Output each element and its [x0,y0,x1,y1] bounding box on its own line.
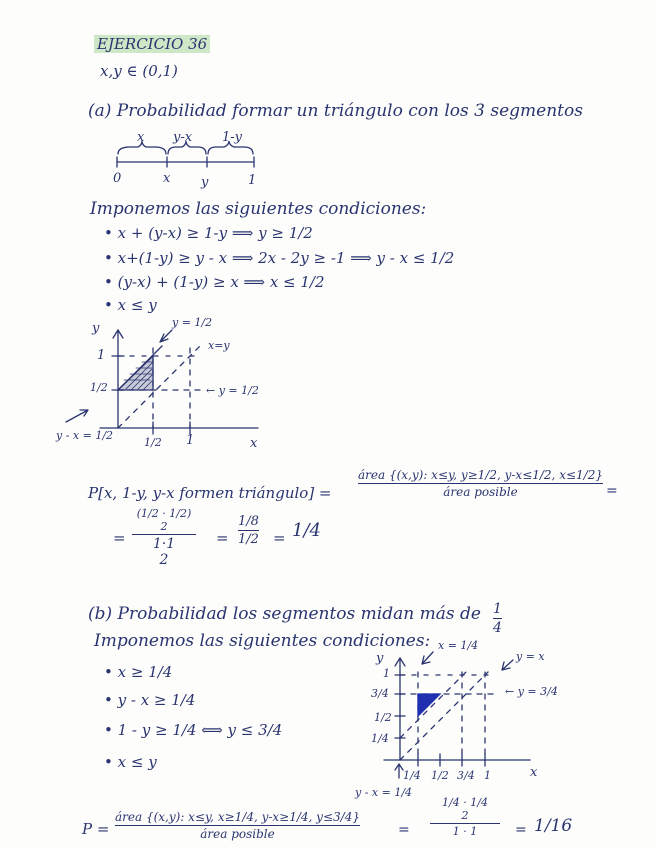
probability-a-lhs: P[x, 1-y, y-x formen triángulo] = [88,484,332,502]
graph-a-y-axis-label: y [92,321,100,336]
result-b: 1/16 [534,816,573,836]
condition-a-2: • x+(1-y) ≥ y - x ⟹ 2x - 2y ≥ -1 ⟹ y - x ≤ 1/2 [104,249,455,267]
segment-point-0: 0 [113,171,122,186]
graph-a-label-y-half-top: y = 1/2 [172,316,213,329]
graph-a-label-y-half-right: ← y = 1/2 [206,384,259,397]
graph-b-x-axis-label: x [530,765,538,780]
graph-b-label-diag: y - x = 1/4 [355,786,413,799]
segment-diagram [117,141,254,167]
graph-a-tick-1: 1 [97,348,106,363]
graph-a-tick-half: 1/2 [90,381,108,394]
condition-a-3: • (y-x) + (1-y) ≥ x ⟹ x ≤ 1/2 [104,273,325,291]
graph-b-x-tick-12: 1/2 [431,769,449,782]
graph-a-x-axis-label: x [250,436,258,451]
part-b-frac-den: 4 [493,620,502,636]
part-b-frac-num: 1 [493,601,502,617]
condition-b-1: • x ≥ 1/4 [104,663,173,681]
graph-b-x-tick-14: 1/4 [403,769,421,782]
condition-b-2: • y - x ≥ 1/4 [104,691,196,709]
graph-a [66,330,258,434]
probability-a-trailing-eq: = [606,483,618,499]
probability-a-denominator: área posible [443,485,518,499]
segment-point-1: 1 [248,173,257,188]
calc-a-num-top: (1/2 · 1/2) [136,507,192,520]
conditions-intro-b: Imponemos las siguientes condiciones: [94,631,431,651]
graph-b-y-tick-1: 1 [383,667,390,680]
graph-a-x-tick-half: 1/2 [144,436,162,449]
graph-b-label-x-quarter: x = 1/4 [438,639,479,652]
calc-b-num: 1/4 · 1/4 [442,796,488,809]
calc-b-num-sub: 2 [461,809,469,822]
graph-a-label-diag: y - x = 1/2 [56,429,114,442]
condition-a-4: • x ≤ y [104,296,157,314]
calc-a-mid-bot: 1/2 [238,532,259,547]
part-a-heading: (a) Probabilidad formar un triángulo con los 3 segmentos [88,101,583,121]
calc-a-den-bot: 2 [159,552,169,568]
exercise-title: EJERCICIO 36 [94,37,210,52]
segment-label-yx: y-x [173,130,193,145]
calc-a-eq-2: = [216,529,229,547]
calc-a-mid-top: 1/8 [238,514,259,529]
segment-point-x: x [163,171,171,186]
graph-a-label-x-eq-y: x=y [208,339,230,352]
condition-a-1: • x + (y-x) ≥ 1-y ⟹ y ≥ 1/2 [104,224,313,242]
graph-b-y-axis-label: y [376,651,384,666]
probability-b-denominator: área posible [200,827,275,841]
calc-a-num-bot: 2 [160,520,168,533]
graph-b-y-tick-12: 1/2 [374,711,392,724]
probability-b-lhs: P = [82,820,110,838]
domain-statement: x,y ∈ (0,1) [100,62,178,80]
conditions-intro-a: Imponemos las siguientes condiciones: [90,199,427,219]
calc-b-den: 1 · 1 [452,825,478,838]
calc-a-eq-1: = [113,529,126,547]
graph-b [384,652,530,778]
condition-b-3: • 1 - y ≥ 1/4 ⟺ y ≤ 3/4 [104,721,283,739]
result-a: 1/4 [292,520,321,541]
calc-a-den-top: 1·1 [152,536,176,552]
graph-b-label-y-three-quarters: ← y = 3/4 [505,685,558,698]
calc-b-eq-1: = [398,822,410,838]
graph-b-x-tick-34: 3/4 [457,769,475,782]
part-b-heading: (b) Probabilidad los segmentos midan más de [88,604,481,624]
graph-a-x-tick-1: 1 [186,433,195,448]
graph-b-x-tick-1: 1 [484,769,491,782]
probability-a-numerator: área {(x,y): x≤y, y≥1/2, y-x≤1/2, x≤1/2} [358,468,603,482]
calc-b-eq-2: = [515,822,527,838]
segment-point-y: y [201,175,209,190]
calc-a-eq-3: = [273,529,286,547]
segment-label-1y: 1-y [222,130,243,145]
graph-b-y-tick-14: 1/4 [371,732,389,745]
graph-b-y-tick-34: 3/4 [371,687,389,700]
probability-b-numerator: área {(x,y): x≤y, x≥1/4, y-x≥1/4, y≤3/4} [115,810,360,824]
condition-b-4: • x ≤ y [104,753,157,771]
graph-b-label-y-eq-x: y = x [516,650,545,663]
segment-label-x: x [137,130,145,145]
